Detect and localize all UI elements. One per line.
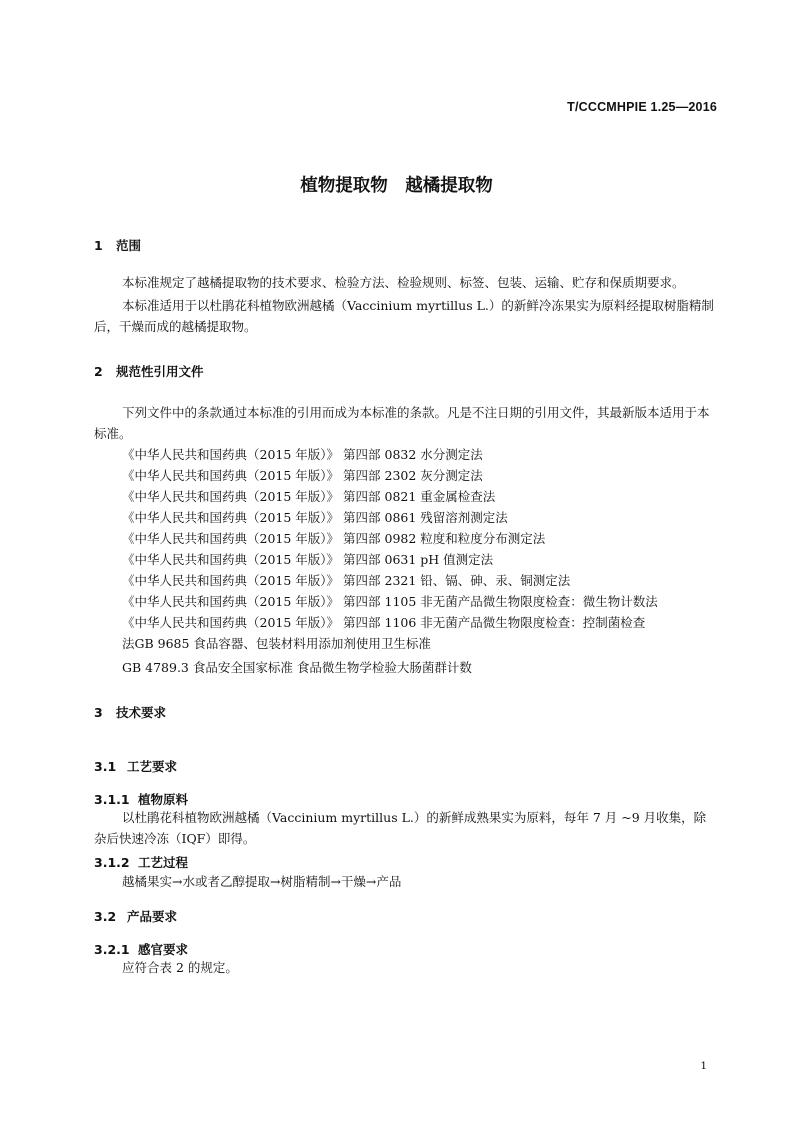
section-3-1-2-heading <box>94 853 188 871</box>
section-2-heading <box>94 362 204 380</box>
section-number: 3 <box>94 705 103 720</box>
document-title: 植物提取物 越橘提取物 <box>300 176 493 196</box>
section-3-2-heading <box>94 907 177 925</box>
section-number: 3.1.2 <box>94 855 130 870</box>
section-number: 3.1 <box>94 759 117 774</box>
section-3-1-heading <box>94 757 177 775</box>
document-code: T/CCCMHPIE 1.25—2016 <box>567 100 717 114</box>
reference-item: 《中华人民共和国药典（2015 年版）》 第四部 1106 非无菌产品微生物限度检查：控制菌检查 <box>122 615 646 630</box>
section-title: 规范性引用文件 <box>116 364 204 379</box>
plant-material-text: 以杜鹃花科植物欧洲越橘（Vaccinium myrtillus L.）的新鲜成熟果实为原料，每年 7 月 ~9 月收集，除杂后快速冷冻（IQF）即得。 <box>94 810 707 846</box>
reference-item: GB 4789.3 食品安全国家标准 食品微生物学检验大肠菌群计数 <box>122 660 472 675</box>
section-number: 2 <box>94 364 103 379</box>
scope-paragraph-1: 本标准规定了越橘提取物的技术要求、检验方法、检验规则、标签、包装、运输、贮存和保质期要求。 <box>122 275 685 290</box>
references-intro: 下列文件中的条款通过本标准的引用而成为本标准的条款。凡是不注日期的引用文件，其最新版本适用于本标准。 <box>94 405 710 441</box>
sensory-requirement-text: 应符合表 2 的规定。 <box>122 960 238 975</box>
section-1-heading <box>94 236 141 254</box>
reference-item: 《中华人民共和国药典（2015 年版）》 第四部 0832 水分测定法 <box>122 447 483 462</box>
section-title: 植物原料 <box>138 792 189 807</box>
page-number: 1 <box>700 1060 707 1072</box>
reference-item: 《中华人民共和国药典（2015 年版）》 第四部 0982 粒度和粒度分布测定法 <box>122 531 546 546</box>
reference-item: 《中华人民共和国药典（2015 年版）》 第四部 0821 重金属检查法 <box>122 489 496 504</box>
reference-item: 《中华人民共和国药典（2015 年版）》 第四部 2321 铅、镉、砷、汞、铜测定法 <box>122 573 571 588</box>
section-3-1-1-heading <box>94 790 188 808</box>
reference-item: 法GB 9685 食品容器、包装材料用添加剂使用卫生标准 <box>122 636 431 651</box>
section-3-2-1-heading <box>94 940 188 958</box>
section-number: 3.2 <box>94 909 117 924</box>
scope-paragraph-2: 本标准适用于以杜鹃花科植物欧洲越橘（Vaccinium myrtillus L.）的新鲜冷冻果实为原料经提取树脂精制后，干燥而成的越橘提取物。 <box>94 298 714 334</box>
section-title: 技术要求 <box>116 705 167 720</box>
section-title: 感官要求 <box>138 942 189 957</box>
section-number: 1 <box>94 238 103 253</box>
reference-item: 《中华人民共和国药典（2015 年版）》 第四部 2302 灰分测定法 <box>122 468 483 483</box>
section-title: 范围 <box>116 238 142 253</box>
section-title: 产品要求 <box>127 909 178 924</box>
section-number: 3.1.1 <box>94 792 130 807</box>
section-title: 工艺要求 <box>127 759 178 774</box>
process-flow-text: 越橘果实→水或者乙醇提取→树脂精制→干燥→产品 <box>122 874 402 889</box>
section-number: 3.2.1 <box>94 942 130 957</box>
reference-item: 《中华人民共和国药典（2015 年版）》 第四部 1105 非无菌产品微生物限度检查：微生物计数法 <box>122 594 658 609</box>
section-3-heading <box>94 703 166 721</box>
reference-item: 《中华人民共和国药典（2015 年版）》 第四部 0631 pH 值测定法 <box>122 552 494 567</box>
section-title: 工艺过程 <box>138 855 189 870</box>
reference-item: 《中华人民共和国药典（2015 年版）》 第四部 0861 残留溶剂测定法 <box>122 510 508 525</box>
